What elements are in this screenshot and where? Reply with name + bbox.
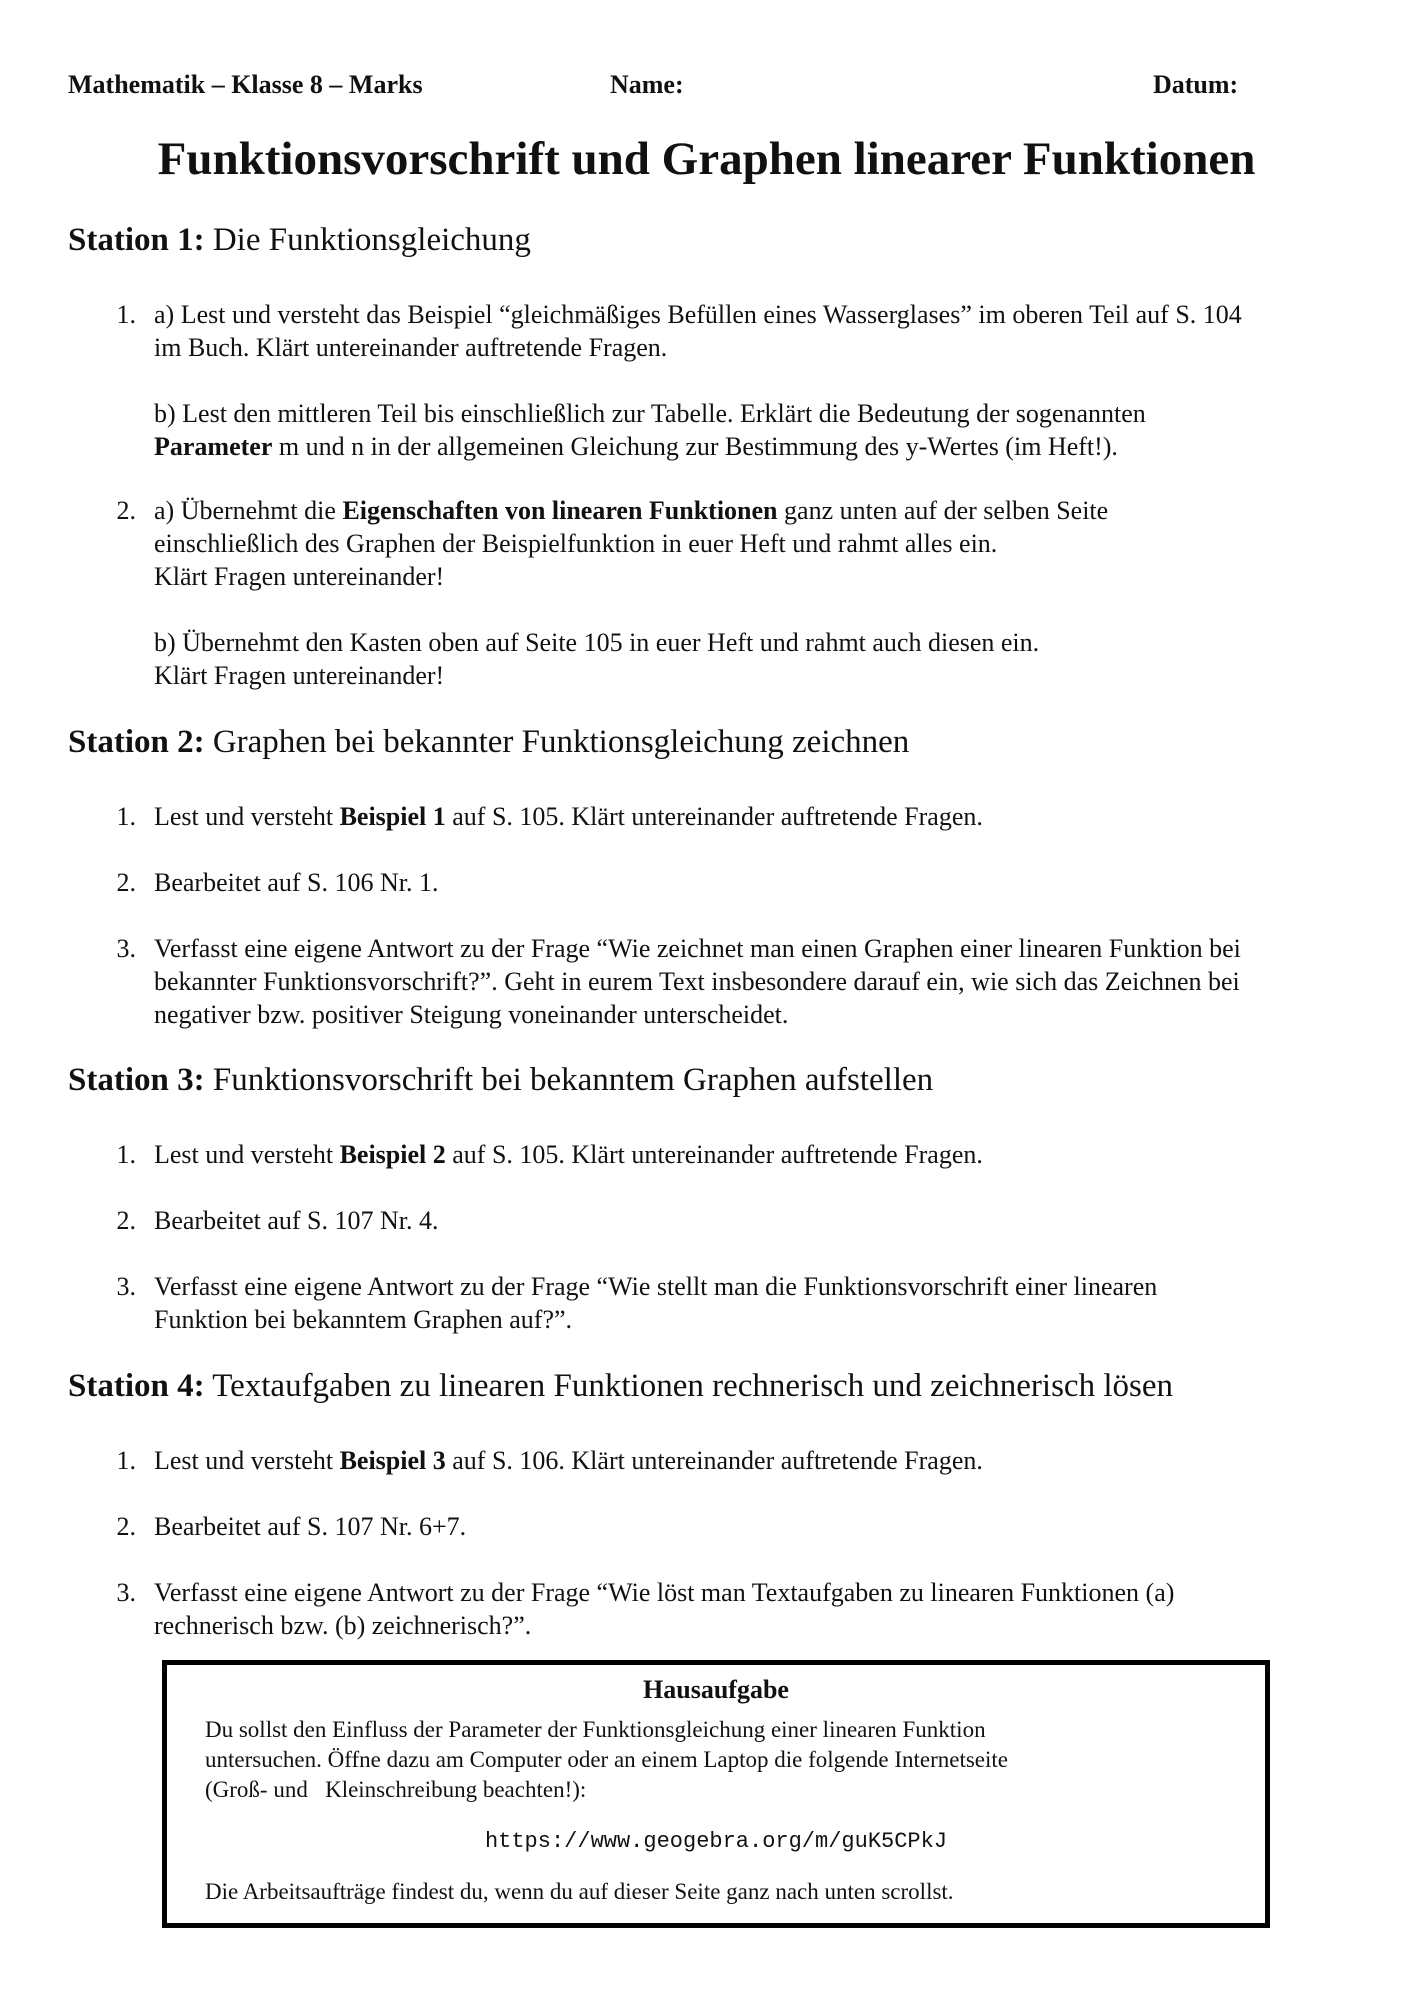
homework-text [205,1715,1205,1805]
text-fragment: ganz unten auf der selben Seite [784,496,1109,525]
text-line: b) Übernehmt den Kasten oben auf Seite 105 in euer Heft und rahmt auch diesen ein. [154,628,1040,657]
text-fragment: auf S. 105. Klärt untereinander auftretende Fragen. [452,1140,983,1169]
page-title: Funktionsvorschrift und Graphen linearer Funktionen [157,133,1256,185]
item-number: 1. [116,802,136,831]
item-text [154,1204,1354,1237]
item-number: 2. [116,496,136,525]
homework-instruction: Die Arbeitsaufträge findest du, wenn du auf dieser Seite ganz nach unten scrollst. [205,1879,954,1904]
item-number: 3. [116,934,136,963]
bold-term: Parameter [154,432,273,461]
text-line: Bearbeitet auf S. 106 Nr. 1. [154,868,439,897]
geogebra-link[interactable]: https://www.geogebra.org/m/guK5CPkJ [484,1829,948,1854]
text-line: Verfasst eine eigene Antwort zu der Frage “Wie löst man Textaufgaben zu linearen Funktionen (a) [154,1578,1175,1607]
bold-term: Beispiel 3 [339,1446,446,1475]
text-line: Verfasst eine eigene Antwort zu der Frage “Wie zeichnet man einen Graphen einer linearen Funktion bei [154,934,1241,963]
text-line [154,800,1354,833]
bold-term: Beispiel 2 [339,1140,446,1169]
homework-title: Hausaufgabe [643,1675,789,1704]
station-topic: Graphen bei bekannter Funktionsgleichung zeichnen [212,724,910,760]
text-line: untersuchen. Öffne dazu am Computer oder an einem Laptop die folgende Internetseite [205,1747,1009,1772]
homework-box [162,1660,1270,1928]
text-line [154,494,1354,527]
text-fragment: m und n in der allgemeinen Gleichung zur Bestimmung des y-Wertes (im Heft!). [278,432,1118,461]
text-line: Klärt Fragen untereinander! [154,562,445,591]
text-fragment: Lest und versteht [154,802,334,831]
item-text [154,932,1354,1031]
item-text [154,1510,1354,1543]
item-text [154,1444,1354,1477]
text-line: Verfasst eine eigene Antwort zu der Frage “Wie stellt man die Funktionsvorschrift einer linearen [154,1272,1158,1301]
text-line: Du sollst den Einfluss der Parameter der Funktionsgleichung einer linearen Funktion [205,1717,986,1742]
course-label: Mathematik – Klasse 8 – Marks [68,70,423,99]
date-label: Datum: [1153,70,1239,99]
text-line: Bearbeitet auf S. 107 Nr. 4. [154,1206,439,1235]
item-number: 3. [116,1578,136,1607]
text-line: Klärt Fragen untereinander! [154,661,445,690]
text-fragment: auf S. 106. Klärt untereinander auftretende Fragen. [452,1446,983,1475]
name-label: Name: [610,70,684,99]
item-text [154,866,1354,899]
item-number: 2. [116,1206,136,1235]
station-topic: Funktionsvorschrift bei bekanntem Graphen aufstellen [212,1062,934,1098]
text-fragment: a) Übernehmt die [154,496,336,525]
item-text [154,1138,1354,1171]
station-topic: Textaufgaben zu linearen Funktionen rechnerisch und zeichnerisch lösen [212,1368,1173,1404]
text-line: bekannter Funktionsvorschrift?”. Geht in eurem Text insbesondere darauf ein, wie sich das Zeichnen bei [154,967,1240,996]
text-line: negativer bzw. positiver Steigung voneinander unterscheidet. [154,1000,789,1029]
bold-term: Beispiel 1 [339,802,446,831]
item-text [154,298,1354,463]
station-label: Station 2: [68,724,205,760]
station-1-heading [68,222,531,259]
item-number: 3. [116,1272,136,1301]
item-number: 1. [116,300,136,329]
text-fragment: Lest und versteht [154,1446,334,1475]
station-topic: Die Funktionsgleichung [212,222,531,258]
item-text [154,800,1354,833]
text-line [154,430,1354,463]
item-number: 2. [116,868,136,897]
text-line [154,1444,1354,1477]
text-line: a) Lest und versteht das Beispiel “gleichmäßiges Befüllen eines Wasserglases” im oberen Teil auf S. 104 [154,300,1242,329]
text-line: Funktion bei bekanntem Graphen auf?”. [154,1305,573,1334]
item-text [154,1270,1354,1336]
text-line: einschließlich des Graphen der Beispielfunktion in euer Heft und rahmt alles ein. [154,529,998,558]
item-text [154,1576,1354,1642]
item-text [154,494,1354,692]
item-number: 2. [116,1512,136,1541]
text-line: rechnerisch bzw. (b) zeichnerisch?”. [154,1611,532,1640]
station-label: Station 1: [68,222,205,258]
text-line: im Buch. Klärt untereinander auftretende Fragen. [154,333,668,362]
station-4-heading [68,1368,1173,1405]
item-number: 1. [116,1140,136,1169]
station-3-heading [68,1062,933,1099]
text-fragment: Lest und versteht [154,1140,334,1169]
station-2-heading [68,724,909,761]
bold-term: Eigenschaften von linearen Funktionen [342,496,778,525]
text-line: b) Lest den mittleren Teil bis einschließlich zur Tabelle. Erklärt die Bedeutung der sogenannten [154,399,1146,428]
item-number: 1. [116,1446,136,1475]
text-line: Bearbeitet auf S. 107 Nr. 6+7. [154,1512,467,1541]
station-label: Station 4: [68,1368,205,1404]
station-label: Station 3: [68,1062,205,1098]
text-line [154,1138,1354,1171]
text-line: (Groß- und Kleinschreibung beachten!): [205,1777,587,1802]
text-fragment: auf S. 105. Klärt untereinander auftretende Fragen. [452,802,983,831]
